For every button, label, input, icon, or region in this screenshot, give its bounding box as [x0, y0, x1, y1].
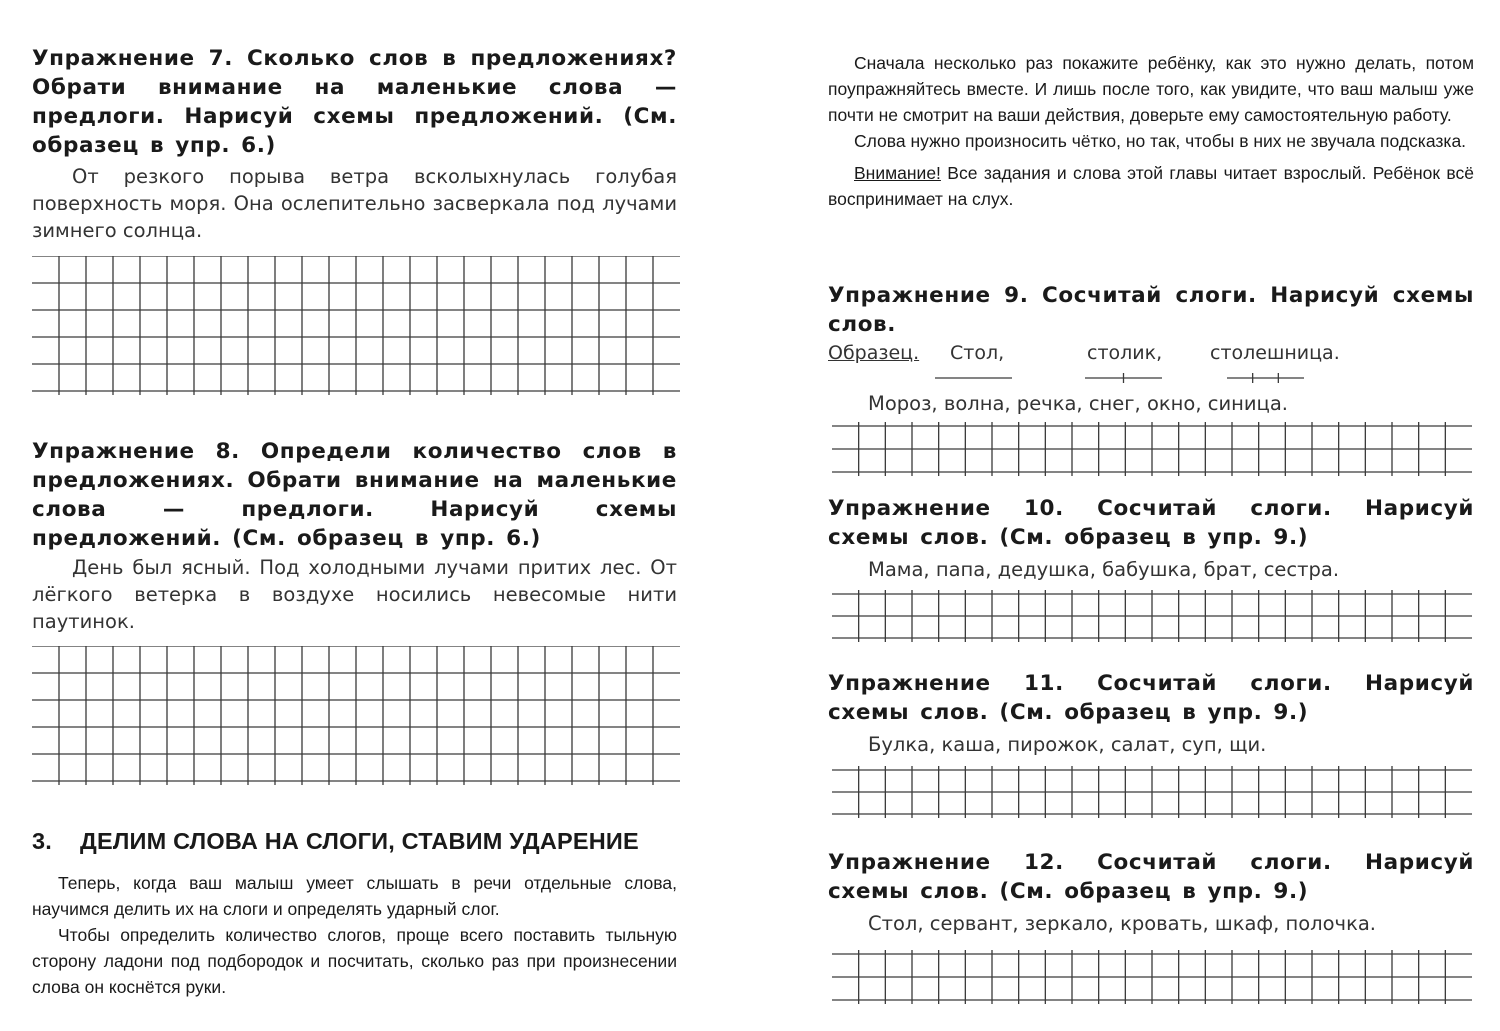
section-3-paragraph-2: Чтобы определить количество слогов, проще всего поставить тыльную сторону ладони под подбородок и посчитать, сколько раз при произнесении слова он коснётся руки. [32, 925, 677, 997]
sample-label: Образец. [828, 342, 920, 364]
section-3 [32, 828, 677, 855]
sample-word-3: столешница. [1210, 342, 1340, 364]
exercise-8 [32, 437, 677, 635]
exercise-8-text: День был ясный. Под холодными лучами притих лес. От лёгкого ветерка в воздухе носились невесомые нити паутинок. [32, 556, 677, 633]
attention-label: Внимание! [854, 163, 941, 183]
sample-word-1: Стол, [950, 342, 1005, 364]
exercise-12-answer-grid[interactable] [828, 950, 1474, 1010]
exercise-10-word-list: Мама, папа, дедушка, бабушка, брат, сестра. [868, 558, 1340, 581]
exercise-9-answer-grid[interactable] [828, 422, 1474, 478]
exercise-7-title: Упражнение 7. Сколько слов в предложениях? Обрати внимание на маленькие слова — предлоги. Нарисуй схемы предложений. (См. образец в упр. 6.) [32, 46, 677, 158]
exercise-9 [828, 281, 1474, 339]
exercise-12-title: Упражнение 12. Сосчитай слоги. Нарисуй схемы слов. (См. образец в упр. 9.) [828, 850, 1474, 904]
left-page [32, 0, 677, 1031]
sample-scheme-1 [934, 372, 1014, 384]
exercise-10-answer-grid[interactable] [828, 590, 1474, 646]
exercise-11-word-list: Булка, каша, пирожок, салат, суп, щи. [868, 733, 1267, 756]
exercise-10-title: Упражнение 10. Сосчитай слоги. Нарисуй схемы слов. (См. образец в упр. 9.) [828, 496, 1474, 550]
sample-scheme-2 [1084, 372, 1164, 384]
exercise-11-title: Упражнение 11. Сосчитай слоги. Нарисуй схемы слов. (См. образец в упр. 9.) [828, 671, 1474, 725]
parent-notes [828, 50, 1474, 212]
section-title [32, 828, 677, 855]
exercise-7-text: От резкого порыва ветра всколыхнулась голубая поверхность моря. Она ослепительно засверкала под лучами зимнего солнца. [32, 165, 677, 242]
section-number: 3. [32, 828, 52, 854]
exercise-10 [828, 494, 1474, 583]
note-paragraph-1: Сначала несколько раз покажите ребёнку, как это нужно делать, потом поупражняйтесь вместе. И лишь после того, как увидите, что ваш малыш уже почти не смотрит на ваши действия, доверьте ему самостоятельную работу. [828, 53, 1474, 125]
section-3-paragraph-1: Теперь, когда ваш малыш умеет слышать в речи отдельные слова, научимся делить их на слоги и определять ударный слог. [32, 873, 677, 919]
right-page [828, 0, 1474, 1031]
sample-word-2: столик, [1087, 342, 1163, 364]
exercise-11 [828, 669, 1474, 758]
exercise-12-word-list: Стол, сервант, зеркало, кровать, шкаф, полочка. [868, 912, 1377, 935]
exercise-9-word-list: Мороз, волна, речка, снег, окно, синица. [868, 392, 1288, 415]
exercise-12 [828, 848, 1474, 937]
exercise-9-words [828, 390, 1474, 417]
exercise-8-title: Упражнение 8. Определи количество слов в предложениях. Обрати внимание на маленькие слова — предлоги. Нарисуй схемы предложений. (См. образец в упр. 6.) [32, 439, 677, 551]
section-heading: ДЕЛИМ СЛОВА НА СЛОГИ, СТАВИМ УДАРЕНИЕ [80, 828, 639, 854]
exercise-9-title: Упражнение 9. Сосчитай слоги. Нарисуй схемы слов. [828, 283, 1474, 337]
note-attention: Внимание! Все задания и слова этой главы читает взрослый. Ребёнок всё воспринимает на слух. [828, 163, 1474, 209]
exercise-7-answer-grid[interactable] [32, 256, 680, 412]
sample-scheme-3 [1226, 372, 1306, 384]
exercise-7 [32, 44, 677, 244]
note-paragraph-2: Слова нужно произносить чётко, но так, чтобы в них не звучала подсказка. [854, 131, 1467, 151]
exercise-11-answer-grid[interactable] [828, 766, 1474, 822]
section-3-intro [32, 870, 677, 1000]
exercise-9-sample [828, 342, 1474, 392]
exercise-8-answer-grid[interactable] [32, 646, 680, 802]
